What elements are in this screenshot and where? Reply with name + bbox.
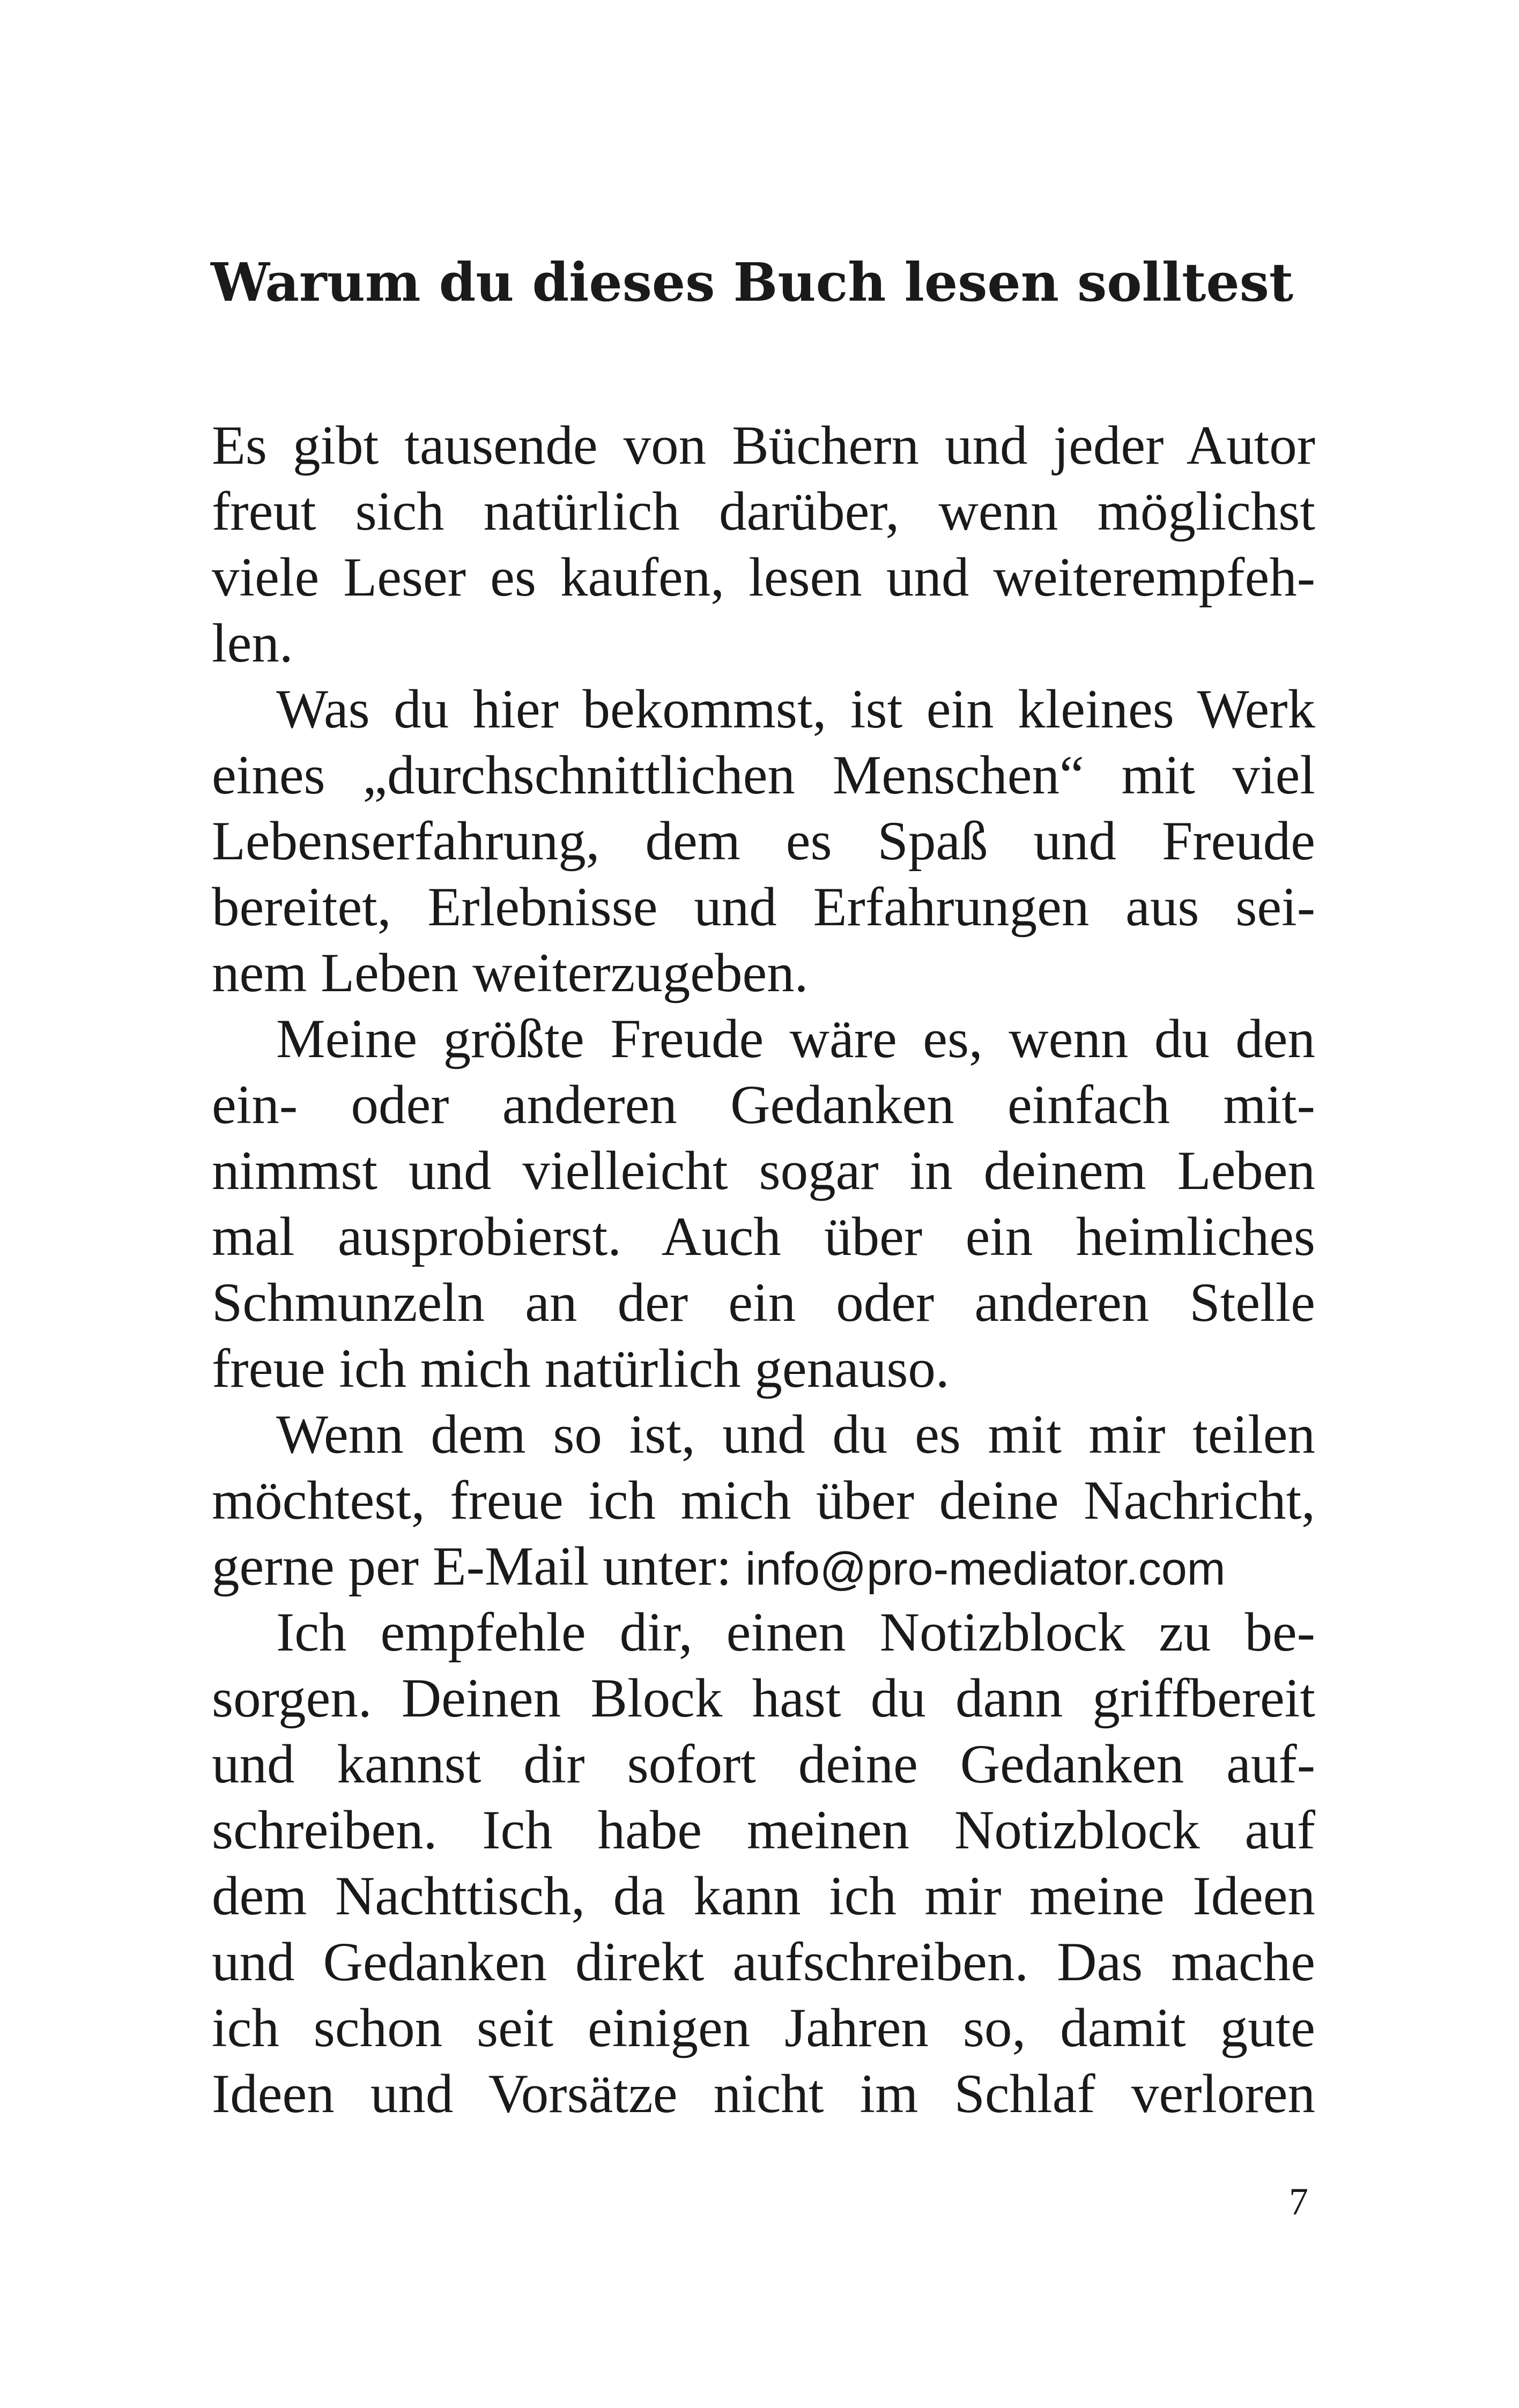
paragraph-5 [212, 1600, 1315, 2127]
text-line: Was du hier bekommst, ist ein kleines Werk [276, 679, 1315, 740]
text-line: Ideen und Vorsätze nicht im Schlaf verloren [212, 2063, 1315, 2124]
text-line: Meine größte Freude wäre es, wenn du den [276, 1008, 1315, 1069]
text-line: ein- oder anderen Gedanken einfach mit- [212, 1074, 1315, 1135]
text-line: Schmunzeln an der ein oder anderen Stelle [212, 1272, 1315, 1333]
text-line: Ich empfehle dir, einen Notizblock zu be- [276, 1602, 1315, 1663]
chapter-title: Warum du dieses Buch lesen solltest [211, 252, 1294, 314]
body-text [212, 413, 1315, 2127]
text-line: möchtest, freue ich mich über deine Nachricht, [212, 1470, 1315, 1531]
paragraph-3 [212, 1006, 1315, 1402]
text-line: schreiben. Ich habe meinen Notizblock auf [212, 1800, 1315, 1861]
page-number: 7 [1289, 2180, 1308, 2223]
text-line: nem Leben weiterzugeben. [212, 942, 809, 1004]
email-prefix: gerne per E-Mail unter: [212, 1536, 732, 1597]
text-line: len. [212, 613, 293, 674]
text-line: bereitet, Erlebnisse und Erfahrungen aus sei- [212, 876, 1315, 938]
text-line: freue ich mich natürlich genauso. [212, 1338, 950, 1399]
text-line: Es gibt tausende von Büchern und jeder Autor [212, 415, 1315, 476]
text-line: und Gedanken direkt aufschreiben. Das mache [212, 1931, 1315, 1993]
text-line: mal ausprobierst. Auch über ein heimliches [212, 1206, 1315, 1267]
text-line: Wenn dem so ist, und du es mit mir teilen [276, 1404, 1315, 1465]
text-line: sorgen. Deinen Block hast du dann griffbereit [212, 1668, 1315, 1729]
email-line [212, 1534, 1315, 1600]
text-line: freut sich natürlich darüber, wenn möglichst [212, 481, 1315, 542]
text-line: und kannst dir sofort deine Gedanken auf- [212, 1734, 1315, 1795]
text-line: eines „durchschnittlichen Menschen“ mit viel [212, 745, 1315, 806]
text-line: dem Nachttisch, da kann ich mir meine Ideen [212, 1866, 1315, 1927]
email-address: info@pro-mediator.com [745, 1543, 1226, 1595]
paragraph-2 [212, 677, 1315, 1006]
text-line: viele Leser es kaufen, lesen und weiterempfeh- [212, 547, 1315, 608]
text-line: nimmst und vielleicht sogar in deinem Leben [212, 1140, 1315, 1201]
paragraph-1 [212, 413, 1315, 677]
paragraph-4 [212, 1402, 1315, 1600]
text-line: Lebenserfahrung, dem es Spaß und Freude [212, 811, 1315, 872]
text-line: ich schon seit einigen Jahren so, damit gute [212, 1997, 1315, 2058]
